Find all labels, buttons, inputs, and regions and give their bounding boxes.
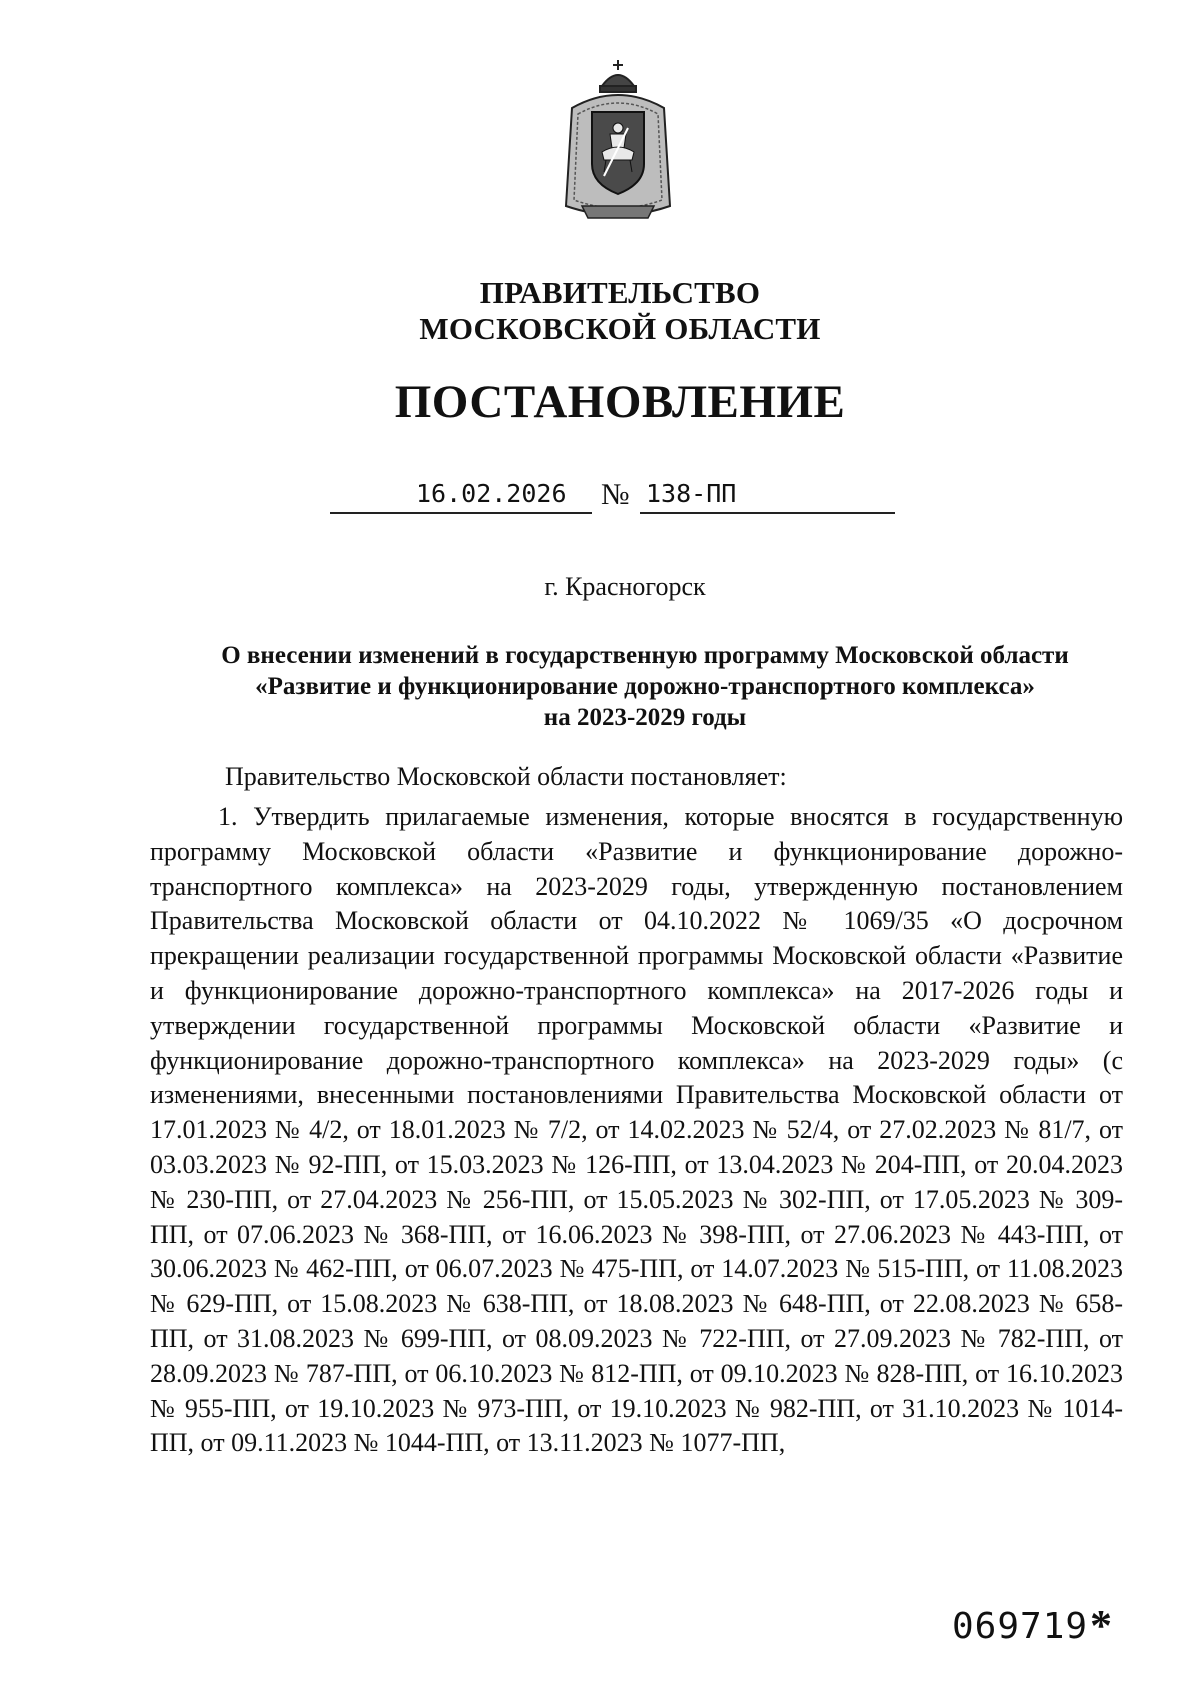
asterisk-icon: *	[1090, 1601, 1112, 1650]
registration-number-field	[640, 470, 895, 514]
intro-paragraph: Правительство Московской области постановляет:	[225, 762, 787, 791]
registration-number: 138-ПП	[646, 479, 737, 508]
subject-line-3: на 2023-2029 годы	[543, 704, 747, 731]
document-type-title: ПОСТАНОВЛЕНИЕ	[394, 376, 846, 428]
subject-line-1: О внесении изменений в государственную программу Московской области	[221, 642, 1069, 669]
org-name-line-1: ПРАВИТЕЛЬСТВО	[479, 275, 761, 310]
item-1-paragraph: 1. Утвердить прилагаемые изменения, которые вносятся в государственную программу Московской области «Развитие и функционирование дорожно-транспортного комплекса» на 2023-2029 годы, утвержденную постановлением Правительства Московской области от 04.10.2022 № 1069/35 «О досрочном прекращении реализации государственной программы Московской области «Развитие и функционирование дорожно-транспортного комплекса» на 2017-2026 годы и утверждении государственной программы Московской области «Развитие и функционирование дорожно-транспортного комплекса» на 2023-2029 годы» (с изменениями, внесенными постановлениями Правительства Московской области от 17.01.2023 № 4/2, от 18.01.2023 № 7/2, от 14.02.2023 № 52/4, от 27.02.2023 № 81/7, от 03.03.2023 № 92-ПП, от 15.03.2023 № 126-ПП, от 13.04.2023 № 204-ПП, от 20.04.2023 № 230-ПП, от 27.04.2023 № 256-ПП, от 15.05.2023 № 302-ПП, от 17.05.2023 № 309-ПП, от 07.06.2023 № 368-ПП, от 16.06.2023 № 398-ПП, от 27.06.2023 № 443-ПП, от 30.06.2023 № 462-ПП, от 06.07.2023 № 475-ПП, от 14.07.2023 № 515-ПП, от 11.08.2023 № 629-ПП, от 15.08.2023 № 638-ПП, от 18.08.2023 № 648-ПП, от 22.08.2023 № 658-ПП, от 31.08.2023 № 699-ПП, от 08.09.2023 № 722-ПП, от 27.09.2023 № 782-ПП, от 28.09.2023 № 787-ПП, от 06.10.2023 № 812-ПП, от 09.10.2023 № 828-ПП, от 16.10.2023 № 955-ПП, от 19.10.2023 № 973-ПП, от 19.10.2023 № 982-ПП, от 31.10.2023 № 1014-ПП, от 09.11.2023 № 1044-ПП, от 13.11.2023 № 1077-ПП,	[150, 802, 1123, 1458]
coat-of-arms-icon	[558, 56, 678, 226]
body-text	[150, 800, 1123, 1461]
subject-line-2: «Развитие и функционирование дорожно-транспортного комплекса»	[255, 673, 1035, 700]
place-of-issue: г. Красногорск	[544, 572, 706, 601]
org-name-line-2: МОСКОВСКОЙ ОБЛАСТИ	[419, 311, 821, 346]
document-serial-number: 069719	[952, 1606, 1089, 1647]
number-sign: №	[601, 478, 630, 511]
registration-date-field	[330, 470, 592, 514]
registration-date: 16.02.2026	[416, 479, 567, 508]
document-subject	[150, 640, 1140, 733]
